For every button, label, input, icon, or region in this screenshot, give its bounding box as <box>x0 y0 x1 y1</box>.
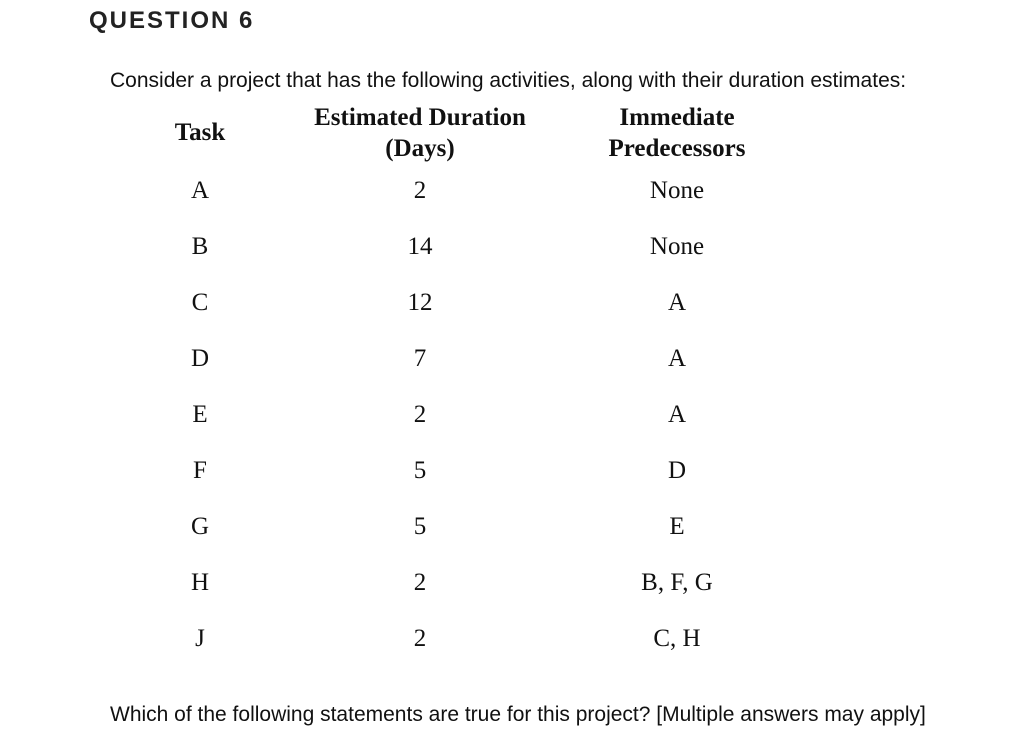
table-row <box>0 340 1024 396</box>
table-row <box>0 284 1024 340</box>
table-row <box>0 228 1024 284</box>
predecessors-cell: None <box>649 177 705 204</box>
table-row <box>0 508 1024 564</box>
duration-cell: 7 <box>413 345 427 372</box>
duration-cell: 5 <box>413 513 427 540</box>
column-header-duration <box>270 102 570 164</box>
task-cell: C <box>191 289 209 316</box>
predecessors-cell: E <box>669 513 685 540</box>
duration-cell: 2 <box>413 401 427 428</box>
duration-cell: 2 <box>413 625 427 652</box>
column-header-predecessors-line2: Predecessors <box>608 135 746 162</box>
activity-table-body <box>0 172 1024 676</box>
column-header-duration-line2: (Days) <box>385 135 455 162</box>
task-cell: F <box>193 457 207 484</box>
predecessors-cell: A <box>667 289 687 316</box>
column-header-predecessors <box>547 102 807 164</box>
table-row <box>0 620 1024 676</box>
predecessors-cell: None <box>649 233 705 260</box>
predecessors-cell: B, F, G <box>641 569 713 596</box>
table-row <box>0 396 1024 452</box>
task-cell: D <box>190 345 210 372</box>
predecessors-cell: A <box>667 345 687 372</box>
column-header-duration-line1: Estimated Duration <box>314 104 526 131</box>
task-cell: J <box>195 625 205 652</box>
table-row <box>0 564 1024 620</box>
predecessors-cell: D <box>667 457 687 484</box>
task-cell: H <box>190 569 210 596</box>
task-cell: E <box>192 401 208 428</box>
task-cell: A <box>190 177 210 204</box>
question-title: QUESTION 6 <box>89 7 255 34</box>
table-row <box>0 172 1024 228</box>
duration-cell: 14 <box>407 233 433 260</box>
column-header-predecessors-line1: Immediate <box>619 104 735 131</box>
column-header-task-label: Task <box>174 119 226 146</box>
duration-cell: 5 <box>413 457 427 484</box>
table-row <box>0 452 1024 508</box>
task-cell: B <box>191 233 209 260</box>
predecessors-cell: A <box>667 401 687 428</box>
column-header-task <box>140 117 260 148</box>
question-intro-text: Consider a project that has the following activities, along with their duration estimates: <box>110 69 907 92</box>
duration-cell: 12 <box>407 289 433 316</box>
duration-cell: 2 <box>413 177 427 204</box>
predecessors-cell: C, H <box>653 625 701 652</box>
duration-cell: 2 <box>413 569 427 596</box>
task-cell: G <box>190 513 210 540</box>
question-prompt-text: Which of the following statements are true for this project? [Multiple answers may apply] <box>110 703 926 726</box>
